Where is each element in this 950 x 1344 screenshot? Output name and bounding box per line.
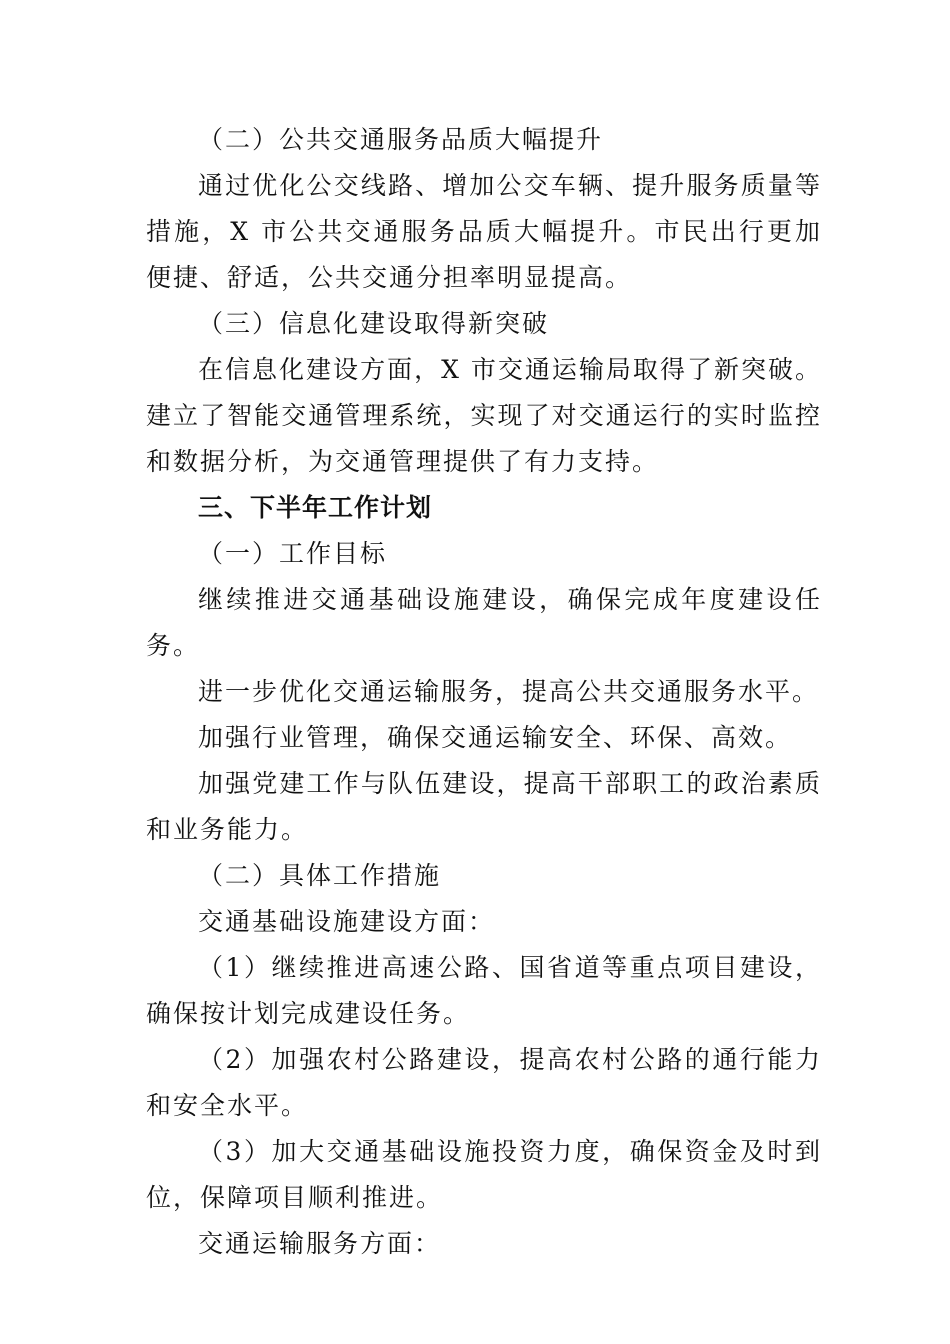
paragraph-measure-1: （1）继续推进高速公路、国省道等重点项目建设，确保按计划完成建设任务。 — [146, 953, 822, 1028]
paragraph-measure-3: （3）加大交通基础设施投资力度，确保资金及时到位，保障项目顺利推进。 — [146, 1137, 822, 1212]
subsection-heading-specific-measures: （二）具体工作措施 — [198, 861, 442, 890]
paragraph-goal-management: 加强行业管理，确保交通运输安全、环保、高效。 — [198, 723, 793, 752]
paragraph-measure-2: （2）加强农村公路建设，提高农村公路的通行能力和安全水平。 — [146, 1045, 822, 1120]
subsection-heading-public-transit: （二）公共交通服务品质大幅提升 — [198, 125, 604, 154]
subsection-heading-informatization: （三）信息化建设取得新突破 — [198, 309, 550, 338]
paragraph-informatization: 在信息化建设方面，X 市交通运输局取得了新突破。建立了智能交通管理系统，实现了对交通运行的实时监控和数据分析，为交通管理提供了有力支持。 — [146, 355, 822, 476]
paragraph-public-transit: 通过优化公交线路、增加公交车辆、提升服务质量等措施，X 市公共交通服务品质大幅提升。市民出行更加便捷、舒适，公共交通分担率明显提高。 — [146, 171, 822, 292]
section-heading-second-half-plan: 三、下半年工作计划 — [198, 493, 433, 522]
paragraph-service-intro: 交通运输服务方面： — [198, 1229, 442, 1258]
paragraph-infrastructure-intro: 交通基础设施建设方面： — [198, 907, 496, 936]
document-body — [146, 117, 822, 1267]
paragraph-goal-service: 进一步优化交通运输服务，提高公共交通服务水平。 — [198, 677, 820, 706]
subsection-heading-work-goals: （一）工作目标 — [198, 539, 388, 568]
paragraph-goal-party-building: 加强党建工作与队伍建设，提高干部职工的政治素质和业务能力。 — [146, 769, 822, 844]
paragraph-goal-infrastructure: 继续推进交通基础设施建设，确保完成年度建设任务。 — [146, 585, 822, 660]
